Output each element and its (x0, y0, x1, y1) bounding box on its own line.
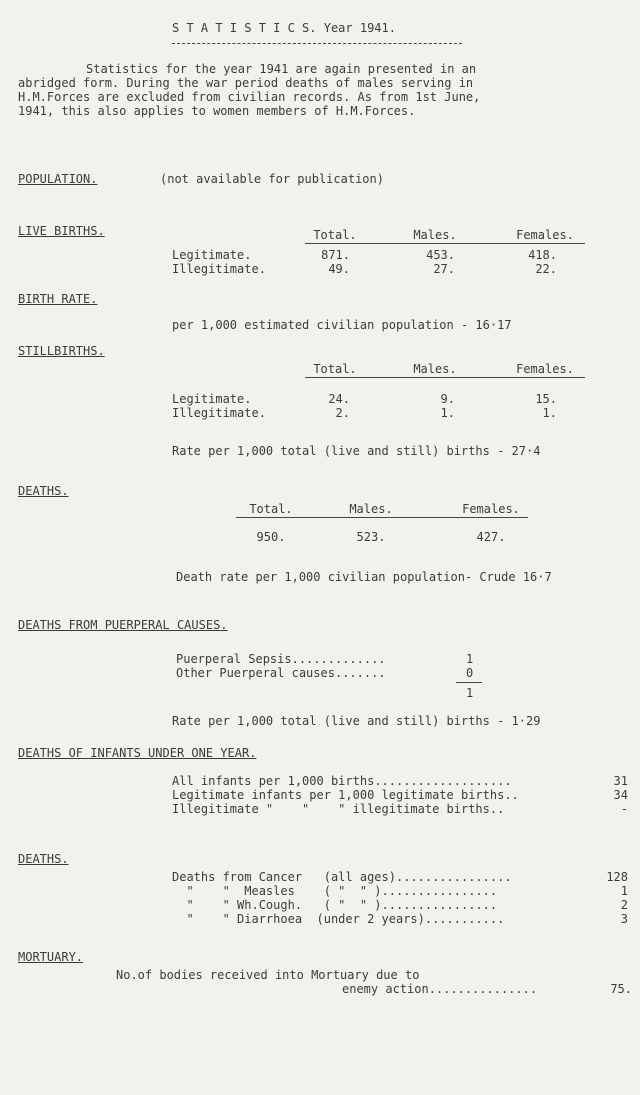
row-label: Legitimate. (172, 248, 252, 262)
row-label: Other Puerperal causes....... (176, 666, 386, 680)
title-underline (172, 43, 462, 44)
col-total-header: Total. (249, 502, 293, 516)
infants-heading: DEATHS OF INFANTS UNDER ONE YEAR. (18, 746, 257, 760)
col-total-header: Total. (313, 228, 357, 242)
col-males-header: Males. (349, 502, 393, 516)
cell-females: 15. (535, 392, 557, 406)
header-rule (236, 517, 528, 518)
birth-rate-text: per 1,000 estimated civilian population - 16·17 (172, 318, 512, 332)
mortuary-value: 75. (610, 982, 632, 996)
population-heading: POPULATION. (18, 172, 98, 186)
cell-total: 871. (321, 248, 350, 262)
intro-line: 1941, this also applies to women members of H.M.Forces. (18, 104, 416, 118)
row-value: 0 (466, 666, 474, 680)
row-value: 34 (613, 788, 628, 802)
puerperal-heading: DEATHS FROM PUERPERAL CAUSES. (18, 618, 228, 632)
row-label: Legitimate infants per 1,000 legitimate births.. (172, 788, 519, 802)
row-label: Deaths from Cancer (all ages)................ (172, 870, 512, 884)
row-label: Puerperal Sepsis............. (176, 652, 386, 666)
deaths-heading: DEATHS. (18, 484, 69, 498)
row-value: 2 (620, 898, 628, 912)
intro-line: abridged form. During the war period deaths of males serving in (18, 76, 474, 90)
row-value: 31 (613, 774, 628, 788)
intro-line: H.M.Forces are excluded from civilian records. As from 1st June, (18, 90, 481, 104)
mortuary-line: No.of bodies received into Mortuary due to (116, 968, 420, 982)
col-total-header: Total. (313, 362, 357, 376)
row-value: 1 (466, 652, 474, 666)
col-males-header: Males. (413, 228, 457, 242)
live-births-heading: LIVE BIRTHS. (18, 224, 105, 238)
sum-rule (456, 682, 482, 683)
row-label: " " Measles ( " " )................ (172, 884, 498, 898)
cell-females: 22. (535, 262, 557, 276)
cell-males: 27. (433, 262, 455, 276)
cell-males: 453. (426, 248, 455, 262)
header-rule (305, 377, 585, 378)
row-value: 3 (620, 912, 628, 926)
row-label: All infants per 1,000 births................... (172, 774, 512, 788)
deaths-total: 950. (256, 530, 286, 544)
row-label: Legitimate. (172, 392, 252, 406)
col-males-header: Males. (413, 362, 457, 376)
population-note: (not available for publication) (160, 172, 384, 186)
row-label: " " Diarrhoea (under 2 years)........... (172, 912, 505, 926)
intro-line: Statistics for the year 1941 are again presented in an (86, 62, 477, 76)
cell-females: 1. (542, 406, 557, 420)
deaths-males: 523. (356, 530, 386, 544)
cell-total: 2. (335, 406, 350, 420)
cell-males: 1. (440, 406, 455, 420)
row-label: " " Wh.Cough. ( " " )................ (172, 898, 498, 912)
stillbirth-rate: Rate per 1,000 total (live and still) births - 27·4 (172, 444, 541, 458)
stillbirths-heading: STILLBIRTHS. (18, 344, 105, 358)
cell-females: 418. (528, 248, 557, 262)
col-females-header: Females. (516, 228, 574, 242)
row-value: 128 (606, 870, 628, 884)
row-label: Illegitimate " " " illegitimate births.. (172, 802, 505, 816)
row-value: - (620, 802, 628, 816)
row-value: 1 (620, 884, 628, 898)
mortuary-line: enemy action............... (342, 982, 538, 996)
row-label: Illegitimate. (172, 262, 266, 276)
puerperal-rate: Rate per 1,000 total (live and still) births - 1·29 (172, 714, 541, 728)
col-females-header: Females. (462, 502, 520, 516)
col-females-header: Females. (516, 362, 574, 376)
cell-total: 49. (328, 262, 350, 276)
puerperal-total: 1 (466, 686, 474, 700)
deaths-causes-heading: DEATHS. (18, 852, 69, 866)
page-title: S T A T I S T I C S. Year 1941. (172, 21, 396, 35)
death-rate: Death rate per 1,000 civilian population- Crude 16·7 (176, 570, 552, 584)
row-label: Illegitimate. (172, 406, 266, 420)
mortuary-heading: MORTUARY. (18, 950, 84, 964)
cell-males: 9. (440, 392, 455, 406)
deaths-females: 427. (476, 530, 506, 544)
header-rule (305, 243, 585, 244)
cell-total: 24. (328, 392, 350, 406)
birth-rate-heading: BIRTH RATE. (18, 292, 98, 306)
